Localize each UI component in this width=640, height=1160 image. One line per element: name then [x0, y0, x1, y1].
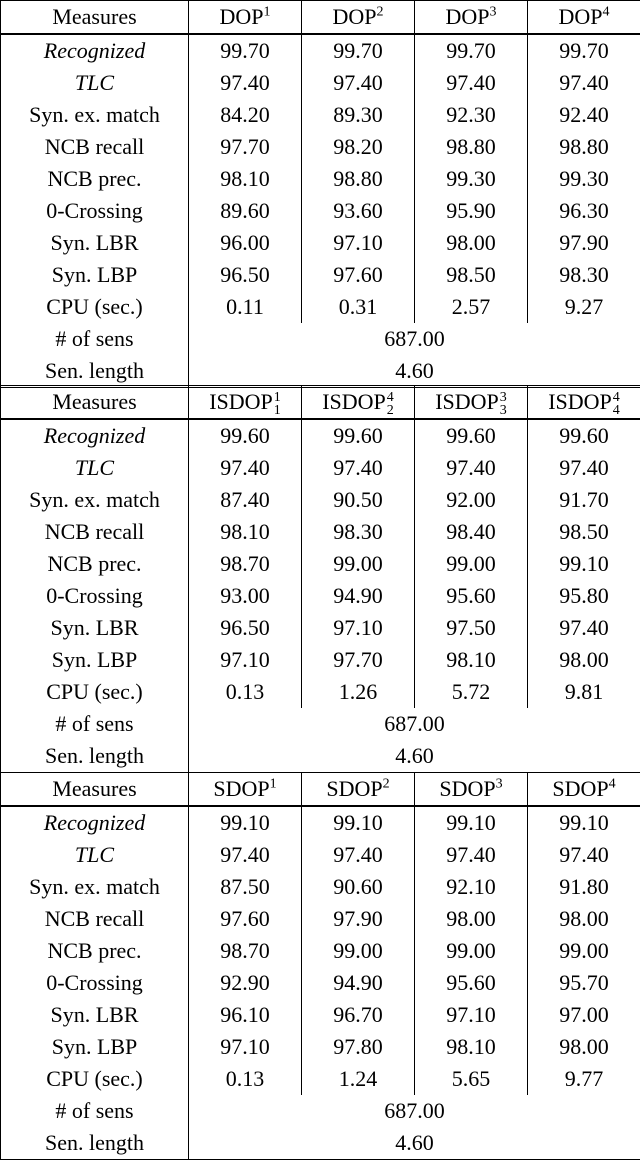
table-cell: 98.00 [528, 1031, 640, 1063]
row-label: CPU (sec.) [1, 676, 189, 708]
row-label: NCB recall [1, 903, 189, 935]
row-label: # of sens [1, 708, 189, 740]
table-row [1, 580, 640, 612]
column-header-base: SDOP [326, 776, 382, 801]
table-cell: 96.50 [189, 612, 302, 644]
table-cell: 99.10 [528, 806, 640, 839]
table-cell: 97.40 [189, 839, 302, 871]
table-cell: 97.40 [302, 452, 415, 484]
table-cell: 99.60 [528, 419, 640, 452]
table-cell: 99.00 [302, 935, 415, 967]
table-cell: 9.27 [528, 291, 640, 323]
table-row [1, 516, 640, 548]
table-cell: 99.70 [189, 34, 302, 67]
table-row [1, 131, 640, 163]
table-cell: 98.10 [189, 163, 302, 195]
table-cell: 99.10 [302, 806, 415, 839]
column-header-base: ISDOP [322, 389, 386, 414]
table-header-row [1, 386, 640, 420]
column-header-sup: 4 [387, 391, 394, 404]
row-label: NCB prec. [1, 548, 189, 580]
row-label: Syn. LBP [1, 1031, 189, 1063]
table-header-row [1, 1, 640, 35]
column-header-base: SDOP [439, 776, 495, 801]
table-row [1, 259, 640, 291]
column-header-base: DOP [332, 4, 376, 29]
row-label: 0-Crossing [1, 195, 189, 227]
table-row [1, 548, 640, 580]
column-header-base: ISDOP [548, 389, 612, 414]
num-sentences-cell: 687.00 [189, 708, 640, 740]
column-header-base: SDOP [213, 776, 269, 801]
row-label: Syn. LBR [1, 227, 189, 259]
table-header-row [1, 773, 640, 807]
table-row [1, 999, 640, 1031]
table-cell: 98.70 [189, 935, 302, 967]
table-cell: 89.30 [302, 99, 415, 131]
table-cell: 97.40 [189, 67, 302, 99]
sdop-table-block [0, 772, 640, 1160]
table-cell: 98.80 [415, 131, 528, 163]
num-sentences-cell: 687.00 [189, 323, 640, 355]
table-cell: 97.40 [302, 67, 415, 99]
table-cell: 98.40 [415, 516, 528, 548]
column-header-sup: 2 [377, 5, 384, 20]
row-label: Syn. LBR [1, 612, 189, 644]
table-cell: 97.70 [302, 644, 415, 676]
row-label: Recognized [1, 419, 189, 452]
table-cell: 99.10 [189, 806, 302, 839]
table-cell: 97.10 [302, 612, 415, 644]
table-cell: 95.90 [415, 195, 528, 227]
column-header [189, 773, 302, 807]
table-cell: 95.80 [528, 580, 640, 612]
table-cell: 99.00 [415, 935, 528, 967]
column-header [415, 1, 528, 35]
row-label: Sen. length [1, 355, 189, 388]
column-header-sub: 2 [387, 404, 394, 417]
table-cell: 90.50 [302, 484, 415, 516]
table-cell: 98.10 [415, 1031, 528, 1063]
table-row [1, 484, 640, 516]
table-row [1, 323, 640, 355]
row-label: Syn. ex. match [1, 871, 189, 903]
table-cell: 97.40 [415, 839, 528, 871]
table-cell: 1.26 [302, 676, 415, 708]
table-cell: 96.00 [189, 227, 302, 259]
table-cell: 98.70 [189, 548, 302, 580]
column-header-base: DOP [219, 4, 263, 29]
column-header-sup: 4 [613, 391, 620, 404]
column-header-base: ISDOP [209, 389, 273, 414]
table-cell: 92.90 [189, 967, 302, 999]
table-cell: 95.60 [415, 967, 528, 999]
table-row [1, 67, 640, 99]
table-cell: 97.40 [528, 839, 640, 871]
column-header [415, 773, 528, 807]
column-header [302, 773, 415, 807]
row-label: Recognized [1, 34, 189, 67]
row-label: Syn. LBP [1, 644, 189, 676]
row-label: Sen. length [1, 1127, 189, 1160]
table-cell: 90.60 [302, 871, 415, 903]
table-row [1, 871, 640, 903]
row-label: CPU (sec.) [1, 291, 189, 323]
column-header-sup: 3 [490, 5, 497, 20]
table-cell: 98.30 [302, 516, 415, 548]
table-cell: 0.11 [189, 291, 302, 323]
table-cell: 0.13 [189, 676, 302, 708]
table-cell: 98.00 [528, 903, 640, 935]
row-label: Syn. LBR [1, 999, 189, 1031]
row-label: NCB recall [1, 516, 189, 548]
table-row [1, 740, 640, 773]
table-row [1, 1127, 640, 1160]
sdop-results-table [0, 772, 640, 1160]
table-cell: 98.50 [528, 516, 640, 548]
table-cell: 97.10 [302, 227, 415, 259]
table-cell: 91.70 [528, 484, 640, 516]
table-row [1, 903, 640, 935]
column-header-sub: 1 [274, 404, 281, 417]
table-cell: 98.10 [189, 516, 302, 548]
table-cell: 95.70 [528, 967, 640, 999]
table-cell: 99.60 [415, 419, 528, 452]
row-label: Syn. ex. match [1, 99, 189, 131]
table-cell: 87.50 [189, 871, 302, 903]
table-cell: 97.90 [528, 227, 640, 259]
column-header [302, 1, 415, 35]
table-row [1, 291, 640, 323]
table-cell: 92.40 [528, 99, 640, 131]
table-cell: 98.30 [528, 259, 640, 291]
table-cell: 99.30 [528, 163, 640, 195]
table-cell: 94.90 [302, 967, 415, 999]
column-header [415, 386, 528, 420]
table-cell: 96.30 [528, 195, 640, 227]
table-cell: 89.60 [189, 195, 302, 227]
table-cell: 99.00 [528, 935, 640, 967]
table-cell: 91.80 [528, 871, 640, 903]
table-cell: 0.31 [302, 291, 415, 323]
row-label: NCB prec. [1, 163, 189, 195]
table-cell: 97.90 [302, 903, 415, 935]
table-cell: 99.70 [302, 34, 415, 67]
table-cell: 97.40 [528, 452, 640, 484]
table-cell: 95.60 [415, 580, 528, 612]
column-header [302, 386, 415, 420]
table-cell: 97.10 [189, 644, 302, 676]
table-cell: 98.10 [415, 644, 528, 676]
column-header-sup: 4 [603, 5, 610, 20]
table-cell: 97.40 [189, 452, 302, 484]
table-cell: 97.70 [189, 131, 302, 163]
table-cell: 97.50 [415, 612, 528, 644]
column-header [528, 386, 640, 420]
row-label: NCB recall [1, 131, 189, 163]
table-cell: 97.00 [528, 999, 640, 1031]
table-cell: 96.10 [189, 999, 302, 1031]
measures-header: Measures [1, 1, 189, 35]
column-header [189, 386, 302, 420]
table-cell: 97.10 [189, 1031, 302, 1063]
row-label: NCB prec. [1, 935, 189, 967]
table-cell: 99.00 [415, 548, 528, 580]
table-cell: 99.10 [528, 548, 640, 580]
row-label: # of sens [1, 323, 189, 355]
table-cell: 98.20 [302, 131, 415, 163]
table-cell: 97.40 [528, 67, 640, 99]
column-header-base: ISDOP [435, 389, 499, 414]
table-row [1, 839, 640, 871]
column-header-base: DOP [445, 4, 489, 29]
table-cell: 84.20 [189, 99, 302, 131]
row-label: TLC [1, 452, 189, 484]
table-cell: 97.40 [302, 839, 415, 871]
table-row [1, 1095, 640, 1127]
row-label: Syn. LBP [1, 259, 189, 291]
row-label: TLC [1, 839, 189, 871]
table-cell: 99.70 [528, 34, 640, 67]
table-row [1, 99, 640, 131]
table-cell: 2.57 [415, 291, 528, 323]
table-cell: 1.24 [302, 1063, 415, 1095]
column-header-sup: 1 [274, 391, 281, 404]
table-cell: 96.50 [189, 259, 302, 291]
num-sentences-cell: 687.00 [189, 1095, 640, 1127]
column-header-sup: 4 [609, 777, 616, 792]
table-cell: 87.40 [189, 484, 302, 516]
table-cell: 0.13 [189, 1063, 302, 1095]
table-cell: 98.80 [528, 131, 640, 163]
column-header [528, 773, 640, 807]
sentence-length-cell: 4.60 [189, 740, 640, 773]
table-cell: 96.70 [302, 999, 415, 1031]
table-cell: 5.65 [415, 1063, 528, 1095]
table-row [1, 419, 640, 452]
table-row [1, 1063, 640, 1095]
table-cell: 92.10 [415, 871, 528, 903]
dop-table-block [0, 0, 640, 388]
table-cell: 99.10 [415, 806, 528, 839]
row-label: 0-Crossing [1, 580, 189, 612]
table-row [1, 935, 640, 967]
row-label: 0-Crossing [1, 967, 189, 999]
table-cell: 92.00 [415, 484, 528, 516]
row-label: # of sens [1, 1095, 189, 1127]
table-cell: 98.80 [302, 163, 415, 195]
table-cell: 97.80 [302, 1031, 415, 1063]
table-cell: 98.00 [415, 903, 528, 935]
table-cell: 97.10 [415, 999, 528, 1031]
row-label: Syn. ex. match [1, 484, 189, 516]
table-cell: 98.00 [415, 227, 528, 259]
table-cell: 97.40 [415, 452, 528, 484]
row-label: TLC [1, 67, 189, 99]
table-cell: 97.40 [528, 612, 640, 644]
isdop-table-block [0, 385, 640, 773]
sentence-length-cell: 4.60 [189, 355, 640, 388]
sentence-length-cell: 4.60 [189, 1127, 640, 1160]
column-header-base: DOP [558, 4, 602, 29]
column-header-base: SDOP [552, 776, 608, 801]
column-header-sup: 1 [264, 5, 271, 20]
column-header-sub: 3 [500, 404, 507, 417]
table-cell: 93.00 [189, 580, 302, 612]
table-cell: 98.00 [528, 644, 640, 676]
table-cell: 97.60 [189, 903, 302, 935]
table-row [1, 163, 640, 195]
table-cell: 9.81 [528, 676, 640, 708]
column-header-sub: 4 [613, 404, 620, 417]
table-row [1, 1031, 640, 1063]
table-row [1, 452, 640, 484]
table-cell: 97.60 [302, 259, 415, 291]
table-row [1, 967, 640, 999]
table-row [1, 676, 640, 708]
table-row [1, 806, 640, 839]
table-cell: 92.30 [415, 99, 528, 131]
table-row [1, 355, 640, 388]
table-cell: 9.77 [528, 1063, 640, 1095]
table-row [1, 644, 640, 676]
column-header-sup: 3 [500, 391, 507, 404]
row-label: Recognized [1, 806, 189, 839]
column-header-sup: 2 [383, 777, 390, 792]
table-cell: 99.60 [189, 419, 302, 452]
column-header-sup: 1 [270, 777, 277, 792]
table-cell: 98.50 [415, 259, 528, 291]
table-cell: 99.60 [302, 419, 415, 452]
table-cell: 5.72 [415, 676, 528, 708]
table-cell: 94.90 [302, 580, 415, 612]
table-row [1, 612, 640, 644]
column-header [528, 1, 640, 35]
table-cell: 93.60 [302, 195, 415, 227]
table-row [1, 34, 640, 67]
measures-header: Measures [1, 386, 189, 420]
isdop-results-table [0, 385, 640, 773]
column-header [189, 1, 302, 35]
table-row [1, 195, 640, 227]
measures-header: Measures [1, 773, 189, 807]
dop-results-table [0, 0, 640, 388]
table-cell: 97.40 [415, 67, 528, 99]
column-header-sup: 3 [496, 777, 503, 792]
table-cell: 99.30 [415, 163, 528, 195]
table-row [1, 227, 640, 259]
table-cell: 99.00 [302, 548, 415, 580]
table-cell: 99.70 [415, 34, 528, 67]
table-row [1, 708, 640, 740]
row-label: CPU (sec.) [1, 1063, 189, 1095]
row-label: Sen. length [1, 740, 189, 773]
